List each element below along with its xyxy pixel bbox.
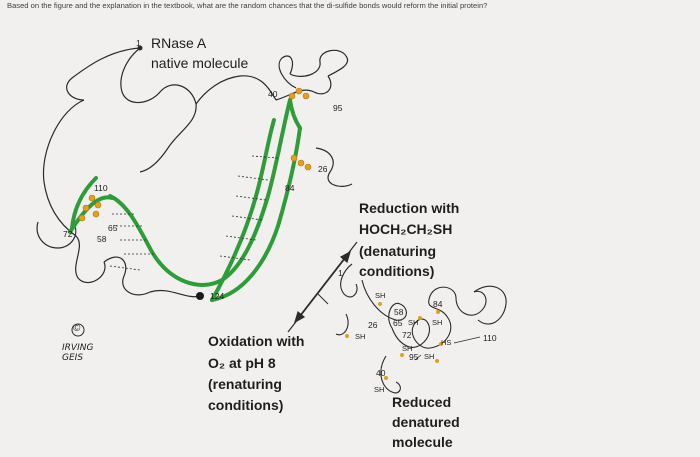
reduced-line-3: molecule — [392, 434, 453, 450]
red-res-72: 72 — [402, 330, 412, 340]
reduced-line-1: Reduced — [392, 394, 452, 410]
red-sh-72: SH — [402, 344, 413, 353]
reduced-backbone — [336, 264, 506, 393]
red-hs-110: HS — [441, 338, 452, 347]
red-res-58: 58 — [394, 307, 404, 317]
res-26: 26 — [318, 164, 328, 174]
red-res-84: 84 — [433, 299, 443, 309]
red-sh-84: SH — [432, 318, 443, 327]
hs-110-line — [454, 337, 480, 343]
c-terminus-dot — [196, 292, 204, 300]
res-110: 110 — [94, 183, 108, 193]
reduction-line-3: (denaturing — [359, 243, 436, 259]
red-sh-95: SH — [424, 352, 435, 361]
red-res-110: 110 — [483, 333, 497, 343]
oxidation-line-3: (renaturing — [208, 376, 282, 392]
red-sh-40: SH — [374, 385, 385, 394]
res-1: 1 — [136, 38, 141, 48]
red-res-40: 40 — [376, 368, 386, 378]
res-95: 95 — [333, 103, 343, 113]
native-backbone — [37, 48, 352, 297]
reduction-line-4: conditions) — [359, 263, 435, 279]
red-sh-65: SH — [408, 318, 419, 327]
res-58: 58 — [97, 234, 107, 244]
oxidation-line-2: O₂ at pH 8 — [208, 355, 276, 371]
res-84: 84 — [285, 183, 295, 193]
reduced-line-2: denatured — [392, 414, 460, 430]
oxidation-line-4: conditions) — [208, 397, 284, 413]
red-res-1: 1 — [338, 268, 343, 278]
res-40: 40 — [268, 89, 278, 99]
oxidation-line-1: Oxidation with — [208, 333, 305, 349]
red-sh-top: SH — [375, 291, 386, 300]
red-res-95: 95 — [409, 352, 419, 362]
question-text: Based on the figure and the explanation in the textbook, what are the random chances that the di-sulfide bonds would reform the initial protein? — [7, 1, 488, 10]
artist-signature: IRVING GEIS — [62, 343, 94, 363]
native-title: RNase A — [151, 35, 207, 51]
res-72: 72 — [63, 229, 73, 239]
red-res-26: 26 — [368, 320, 378, 330]
equilibrium-arrows — [288, 242, 357, 332]
res-65: 65 — [108, 223, 118, 233]
double-slash — [318, 294, 328, 304]
copyright-symbol: © — [73, 323, 81, 334]
native-subtitle: native molecule — [151, 55, 249, 71]
reduction-line-1: Reduction with — [359, 200, 460, 216]
res-124: 124 — [210, 291, 225, 301]
red-sh-26: SH — [355, 332, 366, 341]
red-res-65: 65 — [393, 318, 403, 328]
reduction-line-2: HOCH₂CH₂SH — [359, 221, 453, 237]
